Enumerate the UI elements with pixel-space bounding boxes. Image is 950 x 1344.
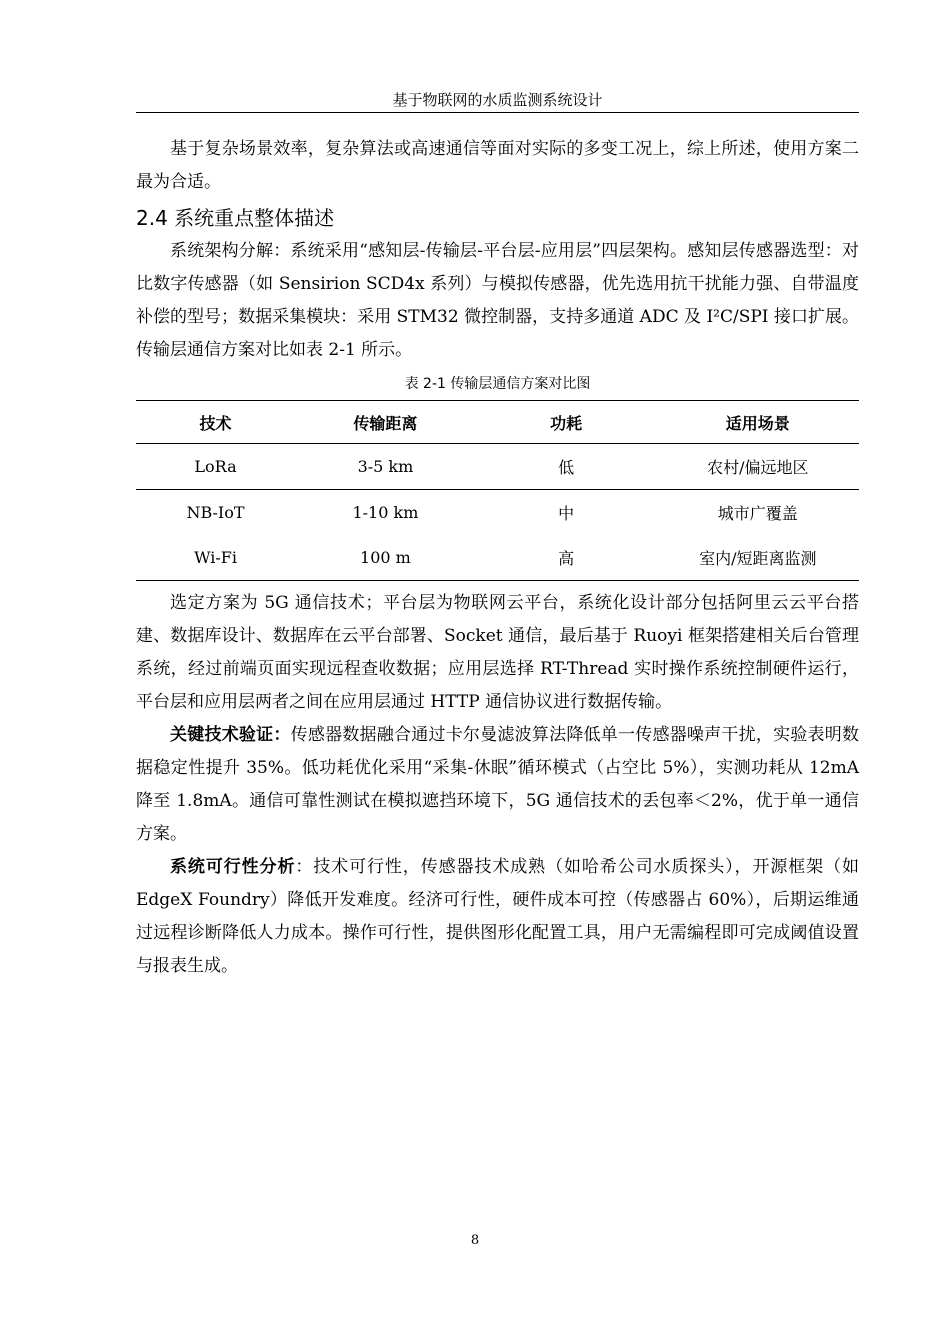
feasibility-paragraph: [136, 851, 859, 983]
table-cell: NB-IoT: [186, 503, 245, 522]
feasibility-lead: 系统可行性分析: [170, 857, 296, 877]
table-cell: 农村/偏远地区: [707, 458, 809, 477]
table-cell: 100 m: [360, 548, 411, 567]
table-cell: 低: [558, 458, 575, 477]
architecture-paragraph: 系统架构分解：系统采用“感知层-传输层-平台层-应用层”四层架构。感知层传感器选型：对比数字传感器（如 Sensirion SCD4x 系列）与模拟传感器，优先选用抗干扰能力强、自带温度补偿的型号；数据采集模块：采用 STM32 微控制器，支持多通道 ADC 及 I²C/SPI 接口扩展。传输层通信方案对比如表 2-1 所示。: [136, 241, 859, 360]
key-tech-text: 传感器数据融合通过卡尔曼滤波算法降低单一传感器噪声干扰，实验表明数据稳定性提升 35%。低功耗优化采用“采集-休眠”循环模式（占空比 5%），实测功耗从 12mA 降至 1.8mA。通信可靠性测试在模拟遮挡环境下，5G 通信技术的丢包率＜2%，优于单一通信方案。: [136, 725, 860, 844]
page-number: 8: [470, 1233, 480, 1248]
table-cell: 1-10 km: [352, 503, 419, 522]
table-cell: 城市广覆盖: [717, 504, 798, 523]
table-cell: 中: [558, 504, 575, 523]
table-row: [136, 535, 859, 581]
table-cell: 高: [558, 549, 575, 568]
table-cell: 3-5 km: [357, 457, 414, 476]
feasibility-text: ：技术可行性，传感器技术成熟（如哈希公司水质探头），开源框架（如 EdgeX Foundry）降低开发难度。经济可行性，硬件成本可控（传感器占 60%），后期运维通过远程诊断降低人力成本。操作可行性，提供图形化配置工具，用户无需编程即可完成阈值设置与报表生成。: [136, 857, 860, 976]
section-heading: 2.4 系统重点整体描述: [136, 206, 335, 230]
table-row: [136, 490, 859, 536]
key-tech-paragraph: [136, 719, 859, 851]
table-header-row: [136, 401, 859, 444]
header-cell-power: 功耗: [550, 413, 583, 433]
table-row: [136, 444, 859, 490]
comparison-table: [136, 400, 859, 581]
table-cell: LoRa: [194, 457, 237, 476]
table-caption: 表 2-1 传输层通信方案对比图: [404, 376, 591, 392]
table-cell: 室内/短距离监测: [699, 549, 817, 568]
header-cell-technology: 技术: [199, 413, 232, 433]
intro-paragraph: 基于复杂场景效率，复杂算法或高速通信等面对实际的多变工况上，综上所述，使用方案二最为合适。: [136, 139, 859, 192]
key-tech-lead: 关键技术验证：: [170, 725, 291, 745]
header-cell-distance: 传输距离: [353, 413, 418, 433]
running-header: 基于物联网的水质监测系统设计: [136, 90, 859, 113]
page-body: [136, 133, 859, 983]
header-cell-scenario: 适用场景: [725, 413, 790, 433]
platform-paragraph: 选定方案为 5G 通信技术；平台层为物联网云平台，系统化设计部分包括阿里云云平台搭建、数据库设计、数据库在云平台部署、Socket 通信，最后基于 Ruoyi 框架搭建相关后台管理系统，经过前端页面实现远程查收数据；应用层选择 RT-Thread 实时操作系统控制硬件运行，平台层和应用层两者之间在应用层通过 HTTP 通信协议进行数据传输。: [136, 593, 859, 712]
table-cell: Wi-Fi: [194, 548, 237, 567]
